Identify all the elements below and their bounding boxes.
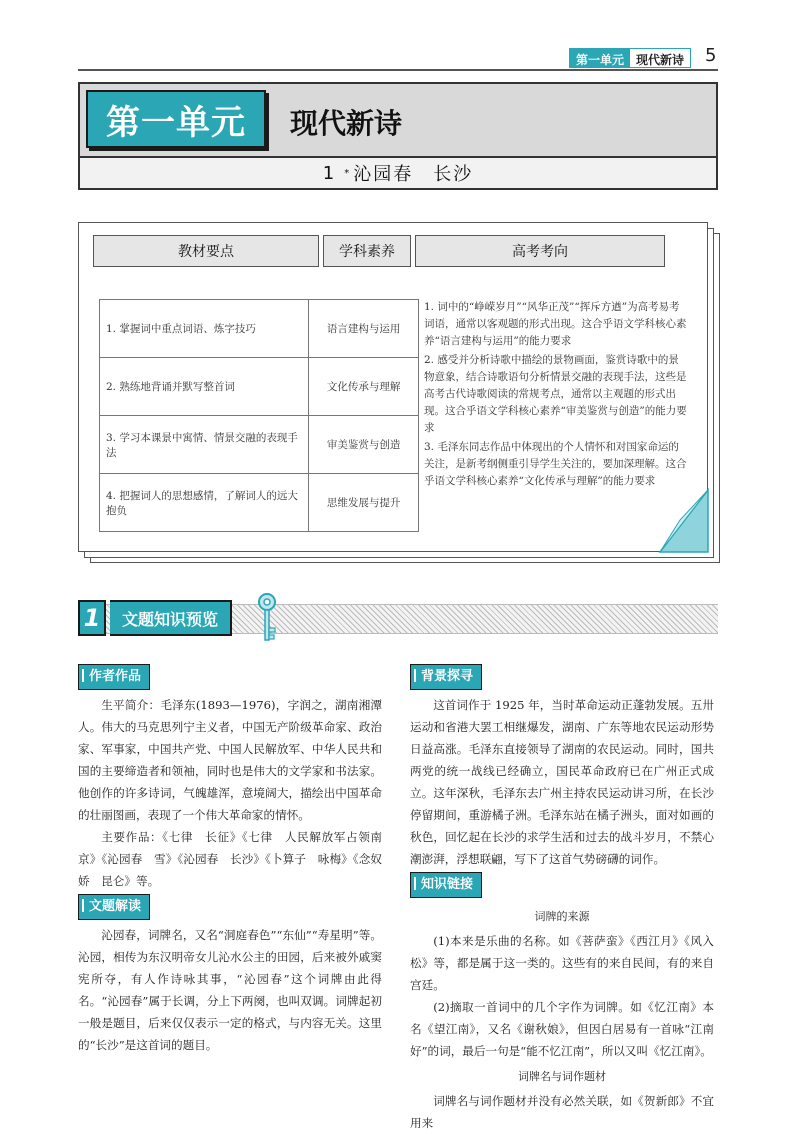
header-exam: 高考考向 (415, 235, 665, 267)
page-fold-icon (660, 490, 708, 552)
author-works: 主要作品：《七律 长征》《七律 人民解放军占领南京》《沁园春 雪》《沁园春 长沙》《卜算子 咏梅》《念奴娇 昆仑》等。 (78, 830, 382, 888)
list-item: 1. 词中的“峥嵘岁月”“风华正茂”“挥斥方遒”为高考易考词语，通常以客观题的形式出现。这合乎语文学科核心素养“语言建构与运用”的能力要求 (424, 301, 687, 347)
objectives-card (78, 222, 708, 552)
table-row (100, 416, 419, 474)
right-column (410, 662, 714, 1134)
objective-literacy: 审美鉴赏与创造 (309, 416, 419, 474)
table-row (100, 300, 419, 358)
background-text: 这首词作于 1925 年，当时革命运动正蓬勃发展。五卅运动和省港大罢工相继爆发，湖南、广东等地农民运动形势日益高涨。毛泽东直接领导了湖南的农民运动。同时，国共两党的统一战线已经确立，国民革命政府已在广州正式成立。这年深秋，毛泽东去广州主持农民运动讲习所，在长沙停留期间，重游橘子洲。毛泽东站在橘子洲头，面对如画的秋色，回忆起在长沙的求学生活和过去的战斗岁月，不禁心潮澎湃，浮想联翩，写下了这首气势磅礴的词作。 (410, 698, 714, 866)
knowledge-subhead: 词牌的来源 (534, 910, 590, 923)
background-tag: 背景探寻 (410, 664, 482, 690)
objectives-table (99, 299, 419, 532)
unit-tag: 第一单元 (570, 49, 630, 67)
objective-point: 3. 学习本课景中寓情、情景交融的表现手法 (100, 416, 309, 474)
lesson-title: 沁园春 长沙 (353, 164, 474, 185)
key-icon (254, 592, 280, 644)
header-literacy: 学科素养 (323, 235, 411, 267)
list-item: 2. 感受并分析诗歌中描绘的景物画面，鉴赏诗歌中的景物意象，结合诗歌语句分析情景交融的表现手法，这些是高考古代诗歌阅读的常规考点，通常以主观题的形式出现。这合乎语文学科核心素养“审美鉴赏与创造”的能力要求 (424, 354, 687, 434)
knowledge-text: (1)本来是乐曲的名称。如《菩萨蛮》《西江月》《风入松》等，都是属于这一类的。这些有的来自民间，有的来自宫廷。 (410, 934, 714, 992)
unit-banner (78, 82, 718, 190)
exam-directions (424, 299, 689, 492)
objective-point: 2. 熟练地背诵并默写整首词 (100, 358, 309, 416)
lesson-strip (80, 156, 716, 188)
title-tag: 文题解读 (78, 894, 150, 920)
author-tag: 作者作品 (78, 664, 150, 690)
objective-point: 4. 把握词人的思想感情，了解词人的远大抱负 (100, 474, 309, 532)
section-header (78, 600, 232, 636)
topic-tag: 现代新诗 (630, 49, 690, 67)
header-points: 教材要点 (93, 235, 319, 267)
objectives-header (93, 235, 677, 267)
title-explanation: 沁园春，词牌名，又名“洞庭春色”“东仙”“寿星明”等。沁园，相传为东汉明帝女儿沁水公主的田园，后来被外戚窦宪所夺，有人作诗咏其事，“沁园春”这个词牌由此得名。“沁园春”属于长调，分上下两阕，也叫双调。词牌起初一般是题目，后来仅仅表示一定的格式，与内容无关。这里的“长沙”是这首词的题目。 (78, 928, 382, 1052)
lesson-star: * (344, 167, 350, 179)
author-intro: 生平简介：毛泽东(1893—1976)，字润之，湖南湘潭人。伟大的马克思列宁主义者，中国无产阶级革命家、政治家、军事家，中国共产党、中国人民解放军、中华人民共和国的主要缔造者和领袖，同时也是伟大的文学家和书法家。他创作的许多诗词，气魄雄浑，意境阔大，描绘出中国革命的壮丽图画，表现了一个伟大革命家的情怀。 (78, 698, 382, 822)
list-item: 3. 毛泽东同志作品中体现出的个人情怀和对国家命运的关注，是新考纲侧重引导学生关注的，要加深理解。这合乎语文学科核心素养“文化传承与理解”的能力要求 (424, 441, 687, 487)
knowledge-text: 词牌名与词作题材并没有必然关联，如《贺新郎》不宜用来 (410, 1094, 714, 1130)
knowledge-text: (2)摘取一首词中的几个字作为词牌。如《忆江南》本名《望江南》，又名《谢秋娘》，但因白居易有一首咏“江南好”的词，最后一句是“能不忆江南”，所以又叫《忆江南》。 (410, 1000, 714, 1058)
header-rule (78, 69, 718, 71)
table-row (100, 358, 419, 416)
unit-title: 现代新诗 (290, 107, 403, 140)
objective-literacy: 文化传承与理解 (309, 358, 419, 416)
page-number: 5 (705, 45, 717, 66)
left-column (78, 662, 382, 1056)
objective-point: 1. 掌握词中重点词语、炼字技巧 (100, 300, 309, 358)
objective-literacy: 语言建构与运用 (309, 300, 419, 358)
section-title: 文题知识预览 (110, 600, 232, 636)
chapter-tag (569, 48, 691, 68)
unit-label: 第一单元 (86, 90, 266, 148)
objective-literacy: 思维发展与提升 (309, 474, 419, 532)
knowledge-tag: 知识链接 (410, 872, 482, 898)
table-row (100, 474, 419, 532)
knowledge-subhead: 词牌名与词作题材 (518, 1070, 606, 1083)
lesson-number: 1 (322, 162, 335, 184)
section-number: 1 (78, 600, 106, 636)
